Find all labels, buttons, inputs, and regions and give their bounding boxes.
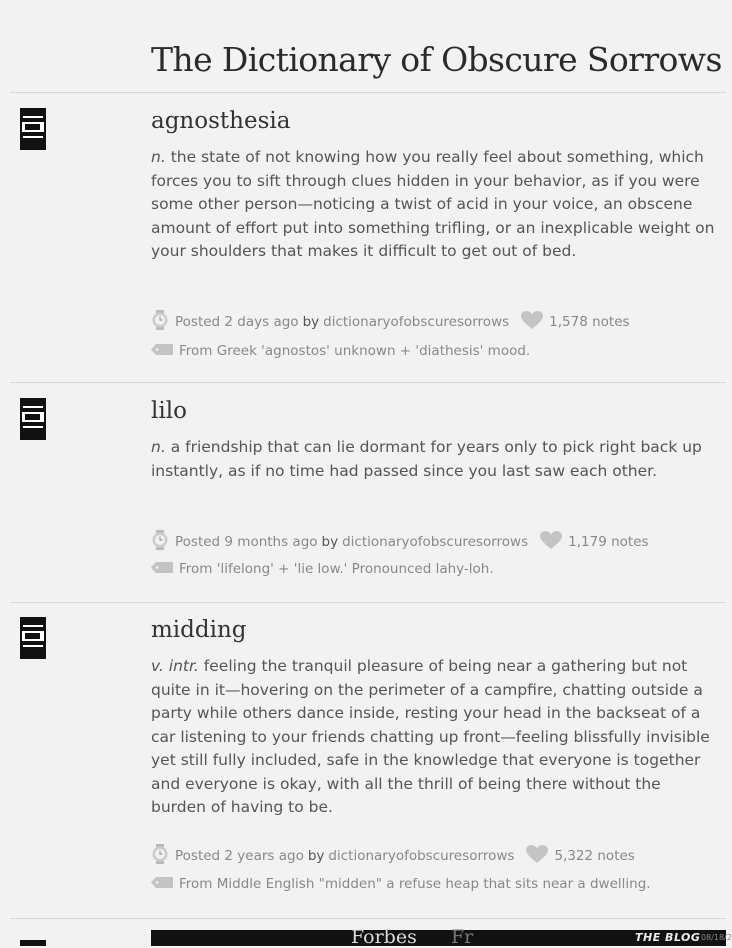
post-midding	[0, 617, 726, 907]
author-link[interactable]: dictionaryofobscuresorrows	[328, 848, 515, 864]
post-definition	[151, 436, 716, 483]
by-label: by	[302, 314, 320, 330]
post-meta	[151, 844, 635, 868]
notebook-avatar-icon[interactable]	[20, 108, 46, 150]
tag-icon	[151, 561, 173, 577]
post-meta	[151, 310, 630, 334]
post-title[interactable]: agnosthesia	[151, 108, 291, 134]
tag-icon	[151, 343, 173, 359]
posted-time-link[interactable]: Posted 2 days ago	[175, 314, 299, 330]
notebook-avatar-icon[interactable]	[20, 940, 46, 946]
divider	[10, 92, 726, 93]
author-link[interactable]: dictionaryofobscuresorrows	[342, 534, 529, 550]
post-meta	[151, 530, 649, 554]
definition-text: feeling the tranquil pleasure of being near a gathering but not quite in it—hovering on the perimeter of a campfire, chatting outside a party while others dance inside, resting your head in the backseat of a car listening to your friends chatting up front—feeling blissfully invisible yet still fully included, safe in the knowledge that everyone is together and everyone is okay, with all the thrill of being there without the burden of having to be.	[151, 657, 710, 816]
heart-icon[interactable]	[540, 531, 562, 554]
post-tag	[151, 876, 651, 892]
notes-count-link[interactable]: 1,578 notes	[549, 314, 630, 330]
clock-icon	[151, 844, 169, 868]
banner-the-blog-text: THE BLOG	[635, 931, 701, 944]
post-title[interactable]: midding	[151, 617, 247, 643]
banner-date-text: 08/18/2	[701, 933, 732, 942]
notes-count-link[interactable]: 1,179 notes	[568, 534, 649, 550]
post-definition	[151, 655, 716, 820]
posted-time-link[interactable]: Posted 9 months ago	[175, 534, 318, 550]
definition-text: a friendship that can lie dormant for years only to pick right back up instantly, as if no time had passed since you last saw each other.	[151, 438, 702, 480]
heart-icon[interactable]	[526, 845, 548, 868]
banner-forbes-text: Forbes	[351, 926, 417, 948]
post-lilo	[0, 398, 726, 598]
divider	[10, 602, 726, 603]
tag-text[interactable]: From 'lifelong' + 'lie low.' Pronounced lahy-loh.	[179, 561, 494, 577]
author-link[interactable]: dictionaryofobscuresorrows	[323, 314, 510, 330]
divider	[10, 918, 726, 919]
tag-text[interactable]: From Greek 'agnostos' unknown + 'diathesis' mood.	[179, 343, 531, 359]
post-tag	[151, 561, 494, 577]
post-image-banner[interactable]	[151, 926, 732, 948]
divider	[10, 382, 726, 383]
part-of-speech: v. intr.	[151, 657, 199, 675]
notebook-avatar-icon[interactable]	[20, 398, 46, 440]
heart-icon[interactable]	[521, 311, 543, 334]
clock-icon	[151, 530, 169, 554]
notebook-avatar-icon[interactable]	[20, 617, 46, 659]
posted-time-link[interactable]: Posted 2 years ago	[175, 848, 304, 864]
tag-icon	[151, 876, 173, 892]
banner-fragment-text: Fr	[451, 926, 474, 948]
post-agnosthesia	[0, 108, 726, 378]
by-label: by	[321, 534, 339, 550]
tag-text[interactable]: From Middle English "midden" a refuse heap that sits near a dwelling.	[179, 876, 651, 892]
part-of-speech: n.	[151, 438, 166, 456]
part-of-speech: n.	[151, 148, 166, 166]
post-tag	[151, 343, 530, 359]
by-label: by	[307, 848, 325, 864]
blog-title[interactable]: The Dictionary of Obscure Sorrows	[151, 40, 722, 79]
notes-count-link[interactable]: 5,322 notes	[554, 848, 635, 864]
post-definition	[151, 146, 716, 264]
post-title[interactable]: lilo	[151, 398, 187, 424]
definition-text: the state of not knowing how you really feel about something, which forces you to sift through clues hidden in your behavior, as if you were some other person—noticing a twist of acid in your voice, an obscene amount of effort put into something trifling, or an inexplicable weight on your shoulders that makes it difficult to get out of bed.	[151, 148, 715, 260]
clock-icon	[151, 310, 169, 334]
